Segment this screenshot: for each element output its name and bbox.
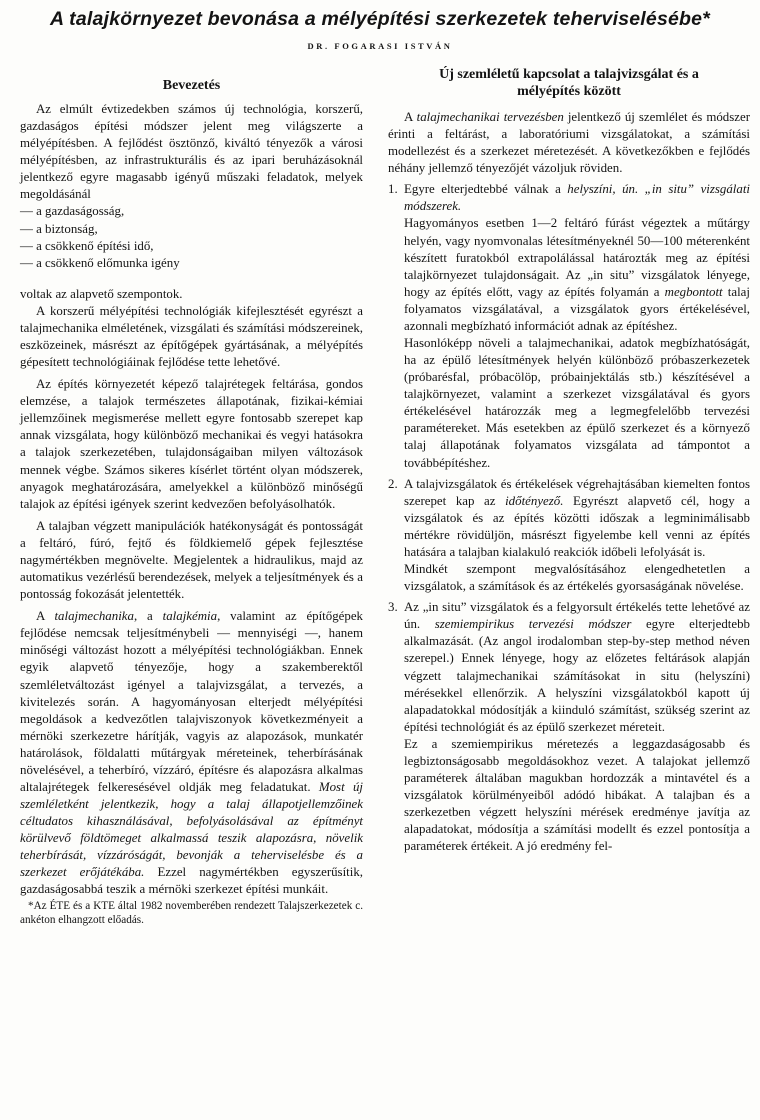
section-heading-introduction: Bevezetés [162, 78, 221, 93]
item-number: 2. [388, 476, 398, 491]
list-item [388, 599, 750, 855]
paragraph: A talajvizsgálatok és értékelések végrehajtásában kiemelten fontos szerepet kap az időtényező. Egyrészt alapvető cél, hogy a vizsgálatok és az építés közötti időszak a legminimálisabb mértékre rövidüljön, másrészt figyelembe kell venni az építés hatására a talajban kialakuló reakciók időbeli lefolyását is. [404, 476, 750, 559]
footnote: *Az ÉTE és a KTE által 1982 novemberében rendezett Talajszerkezetek c. ankéton elhangzott előadás. [20, 899, 363, 926]
bullet-list [20, 203, 363, 271]
item-number: 1. [388, 182, 398, 197]
paragraph: A talajban végzett manipulációk hatékonyságát és pontosságát a feltáró, fúró, fejtő és földkiemelő gépek fejlesztése nagymértékben megnövelte. Megjelentek a hidraulikus, majd az automatikus vezérlésű berendezések, melyek a teljesítmények és a pontosság fokozását jelentették. [20, 518, 363, 602]
article-title: A talajkörnyezet bevonása a mélyépítési szerkezetek teherviselésébe* [50, 8, 710, 30]
list-item: — a csökkenő előmunka igény [20, 255, 180, 270]
list-item [388, 476, 750, 596]
paragraph: Hasonlóképp növeli a talajmechanikai, adatok megbízhatóságát, ha az épülő létesítmények helyén különböző próbaszerkezetek (próbarésfal, próbacölöp, próbainjektálás stb.) készítésével a talajkörnyezet, valamint a szerkezet vizsgálatával és gyors értékelésével határozzák meg a legmegfelelőbb tervezési paramétereket. Más esetekben az épülő szerkezet és a környező talaj állapotának folyamatos vizsgálata ad támpontot a továbbépítéshez. [404, 336, 750, 470]
paragraph: Mindkét szempont megvalósításához elengedhetetlen a vizsgálatok, a számítások és az értékelés gyorsaságának növelése. [404, 562, 750, 594]
item-number: 3. [388, 600, 398, 615]
paragraph: Az elmúlt évtizedekben számos új technológia, korszerű, gazdaságos építési módszer jelent meg világszerte a mélyépítésben. A fejlődést ösztönző, kiváltó tényezők a városi mélyépítésben, az infrastrukturális és az ipari beruházásoknál jelentkező egyre magasabb igényű műszaki feladatok, melyek megoldásánál [20, 102, 363, 202]
section-heading-new-approach: Új szemléletű kapcsolat a talajvizsgálat és a mélyépítés között [439, 67, 699, 99]
list-item: — a biztonság, [20, 221, 98, 236]
paragraph: Ez a szemiempirikus méretezés a leggazdaságosabb és legbiztonságosabb megoldásokhoz vezet. A talajokat jellemző paraméterek általában magukban hordozzák a mintavétel és a vizsgálatok körülményeiből adódó hibákat. A talajban és a szerkezetben végzett helyszíni mérések eredménye javítja az alapadatokat, módosítja a számítási modellt és ezzel pontosítja a paraméterek értékeit. A jó eredmény fel- [404, 736, 750, 854]
right-column [388, 66, 750, 855]
list-item: — a csökkenő építési idő, [20, 238, 154, 253]
article-author: DR. FOGARASI ISTVÁN [307, 41, 453, 51]
paragraph: Az „in situ” vizsgálatok és a felgyorsult értékelés tette lehetővé az ún. szemiempirikus tervezési módszer egyre elterjedtebb alkalmazását. (Az angol irodalomban step-by-step method néven szerepel.) Ennek lényege, hogy az előzetes feltárások alapján végzett talajmechanikai számításokat in situ (helyszíni) mérésekkel ellenőrzik. A helyszíni vizsgálatokból kapott új alapadatokkal módosítják a kiinduló számítást, szükség szerint az építési technológiát és az épülő szerkezet méreteit. [404, 600, 750, 734]
paragraph: A talajmechanikai tervezésben jelentkező új szemlélet és módszer érinti a feltárást, a laboratóriumi vizsgálatokat, a számítási modellezést és a szerkezet méretezését. A következőkben e fejlődés néhány jellemző tényezőjét vázoljuk röviden. [388, 110, 750, 176]
paragraph: A talajmechanika, a talajkémia, valamint az építőgépek fejlődése nemcsak teljesítménybeli — mennyiségi —, hanem minőségi változást hozott a mélyépítési technológiákban. Ennek egyik alapvető tényezője, hogy a szakemberektől szemléletváltozást igényel a talajvizsgálat, a tervezés, a kivitelezés során. A hagyományosan elterjedt mélyépítési megoldások a kedvezőtlen talajviszonyok következményeit a mérnöki szerkezetre hárítják, vagyis az alapozások, munkatér határolások, földalatti műtárgyak méreteinek, teherbírásának növelésével, a teherbíró, vízzáró, építésre és alapozásra alkalmas altalajrétegek felkeresésével oldják meg feladatukat. Most új szemléletként jelentkezik, hogy a talaj állapotjellemzőinek céltudatos kihasználásával, befolyásolásával az építményt körülvevő földtömeget alkalmassá teszik alapozásra, növelik teherbírását, vízzáróságát, bevonják a teherviselésbe és a szerkezet erőjátékába. Ezzel nagymértékben egyszerűsítik, gazdaságosabbá teszik a mérnöki szerkezet építési munkáit. [20, 609, 363, 897]
emphasis-text: Most új szemléletként jelentkezik, hogy a talaj állapotjellemzőinek céltudatos kihasználásával, befolyásolásával az építményt körülvevő földtömeget alkalmassá teszik alapozásra, növelik teherbírását, vízzáróságát, bevonják a teherviselésbe és a szerkezet erőjátékába. [20, 779, 363, 880]
paragraph: A korszerű mélyépítési technológiák kifejlesztését egyrészt a talajmechanika elméletének, vizsgálati és számítási módszereinek, eszközeinek, másrészt az építőgépek gyártásának, a mélyépítés gépesített technológiáinak fejlődése tette lehetővé. [20, 303, 363, 370]
list-item: — a gazdaságosság, [20, 204, 125, 219]
paragraph: Hagyományos esetben 1—2 feltáró fúrást végeztek a műtárgy helyén, vagy nyomvonalas létesítményeknél 50—100 méterenként készített furatokból extrapolálással határozták meg az építési talajkörnyezet tulajdonságait. Az „in situ” vizsgálatok lényege, hogy az építés előtt, vagy az építés folyamán a megbontott talaj folyamatos vizsgálatával, a vizsgálatok gyors értékelésével, azonnali megbízható információt adnak az építéshez. [404, 216, 750, 333]
paragraph: voltak az alapvető szempontok. [20, 286, 183, 301]
paragraph: Egyre elterjedtebbé válnak a helyszíni, ún. „in situ” vizsgálati módszerek. [404, 182, 750, 214]
numbered-list [388, 181, 750, 855]
list-item [388, 181, 750, 471]
left-column [20, 66, 363, 927]
paragraph: Az építés környezetét képező talajrétegek feltárása, gondos elemzése, a talajok természetes állapotának, fizikai-kémiai jellemzőinek megismerése mellett egyre fontosabb szerepet kap annak vizsgálata, hogy különböző mechanikai és vegyi hatásokra a talajok szerkezetében, tulajdonságaiban milyen változások mennek végbe. Számos sikeres kísérlet történt olyan módszerek, anyagok meghatározására, amelyekkel a különböző minőségű talajok az építési igények szerint kedvezően befolyásolhatók. [20, 377, 363, 511]
